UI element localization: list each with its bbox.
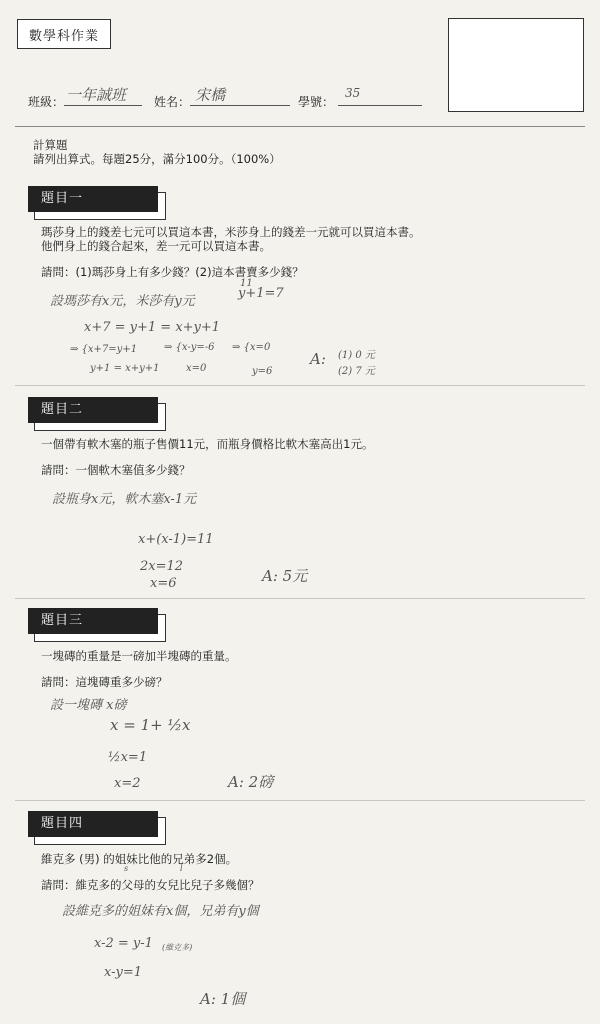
id-value: 35 (345, 86, 361, 100)
q4-work-line-1: 設維克多的姐妹有x個，兄弟有y個 (62, 904, 259, 919)
question-1-badge: 題目一 (28, 186, 158, 212)
q4-work-line-2: x-2 = y-1 (94, 936, 153, 951)
divider-1 (15, 385, 585, 386)
name-label: 姓名： (154, 95, 191, 109)
question-3-badge: 題目三 (28, 608, 158, 634)
question-1-ask: 請問：(1)瑪莎身上有多少錢？(2)這本書賣多少錢？ (41, 265, 304, 279)
q1-answer: A: (310, 350, 326, 368)
q2-work-line-2: x+(x-1)=11 (138, 532, 214, 547)
name-line[interactable] (190, 105, 290, 106)
q4-work-note: (維克多) (162, 943, 193, 952)
question-4-text-1: 維克多 (男) 的姐妹比他的兄弟多2個。 (41, 852, 238, 866)
q2-work-line-4: x=6 (150, 576, 177, 591)
id-label: 學號： (298, 95, 335, 109)
q1-work-line-3a: ⇒ {x+7=y+1 (70, 344, 138, 355)
q3-work-line-2: x = 1+ ½x (110, 716, 191, 734)
class-value: 一年誠班 (66, 86, 127, 104)
q3-work-line-4: x=2 (114, 776, 141, 791)
q4-work-line-3: x-y=1 (104, 965, 143, 980)
q2-answer: A: 5元 (262, 567, 308, 585)
question-1-text-1: 瑪莎身上的錢差七元可以買這本書，米莎身上的錢差一元就可以買這本書。 (41, 225, 421, 239)
question-2-ask: 請問：一個軟木塞值多少錢？ (41, 463, 191, 477)
q3-answer: A: 2磅 (228, 773, 274, 791)
class-line[interactable] (64, 105, 142, 106)
name-value: 宋橋 (195, 86, 226, 104)
header-divider (15, 126, 585, 127)
question-1-text-2: 他們身上的錢合起來，差一元可以買這本書。 (41, 239, 271, 253)
q4-mark-1: s (124, 864, 129, 873)
section-heading: 計算題 (33, 138, 68, 152)
q1-answer-2: (2) 7 元 (338, 366, 375, 377)
question-4-ask: 請問：維克多的父母的女兒比兒子多幾個？ (41, 878, 260, 892)
q1-work-line-2: x+7 = y+1 = x+y+1 (84, 320, 221, 335)
q1-work-line-3c: ⇒ {x-y=-6 (164, 342, 215, 353)
q3-work-line-3: ½x=1 (108, 750, 148, 765)
q1-work-mark: 11 (240, 278, 253, 289)
section-instructions: 請列出算式。每題25分，滿分100分。（100%） (33, 152, 281, 166)
q1-work-line-3d: x=0 (186, 363, 207, 374)
class-label: 班級： (28, 95, 65, 109)
question-2-badge: 題目二 (28, 397, 158, 423)
question-4-badge: 題目四 (28, 811, 158, 837)
q4-answer: A: 1個 (200, 990, 246, 1008)
question-2-text-1: 一個帶有軟木塞的瓶子售價11元，而瓶身價格比軟木塞高出1元。 (41, 437, 374, 451)
photo-box (448, 18, 584, 112)
q1-work-line-1b: y+1=7 (238, 286, 284, 301)
question-3-ask: 請問：這塊磚重多少磅？ (41, 675, 168, 689)
q4-mark-2: l (180, 864, 183, 873)
question-3-text-1: 一塊磚的重量是一磅加半塊磚的重量。 (41, 649, 237, 663)
divider-2 (15, 598, 585, 599)
q1-work-line-3b: y+1 = x+y+1 (90, 363, 160, 374)
q1-work-line-3f: y=6 (252, 366, 273, 377)
page-title: 數學科作業 (17, 19, 111, 49)
q2-work-line-1: 設瓶身x元，軟木塞x-1元 (52, 492, 197, 507)
q1-work-line-1: 設瑪莎有x元，米莎有y元 (50, 294, 195, 309)
q1-work-line-3e: ⇒ {x=0 (232, 342, 271, 353)
id-line[interactable] (338, 105, 422, 106)
q2-work-line-3: 2x=12 (140, 559, 184, 574)
q3-work-line-1: 設一塊磚 x磅 (50, 698, 127, 713)
q1-answer-1: (1) 0 元 (338, 350, 375, 361)
divider-3 (15, 800, 585, 801)
